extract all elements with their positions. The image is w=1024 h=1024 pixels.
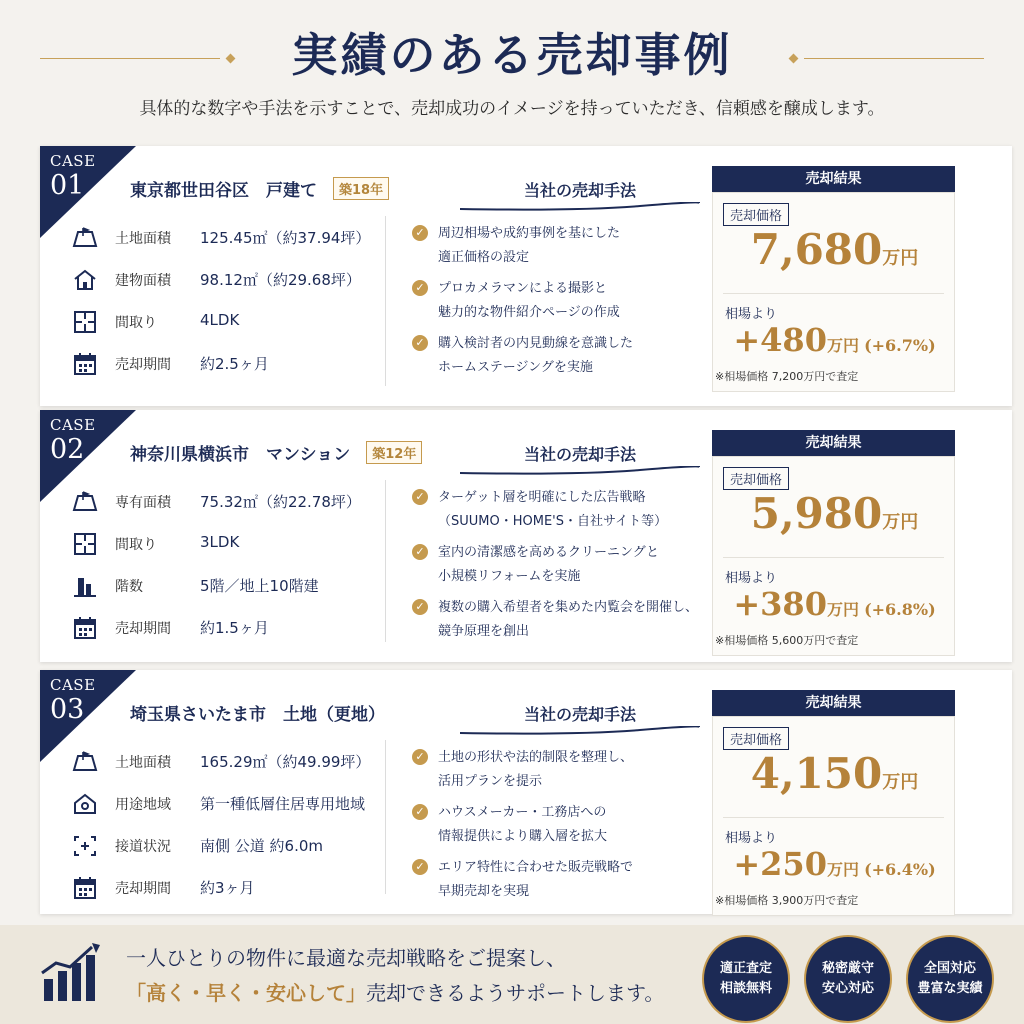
above-market-percent: (+6.8%) <box>864 600 936 619</box>
spec-value: 約2.5ヶ月 <box>200 355 269 373</box>
sale-price <box>713 489 956 538</box>
method-text: 小規模リフォームを実施 <box>438 569 581 584</box>
spec-label: 間取り <box>115 537 157 553</box>
house-icon <box>72 268 98 292</box>
method-text: ハウスメーカー・工務店への <box>438 805 607 820</box>
spec-list <box>72 742 382 910</box>
property-title-text: 神奈川県横浜市 マンション <box>130 445 351 465</box>
above-market-value: +480 <box>733 321 827 359</box>
spec-value: 165.29㎡（約49.99坪） <box>200 753 371 771</box>
method-text: ターゲット層を明確にした広告戦略 <box>438 490 646 505</box>
result-panel <box>712 430 955 656</box>
method-heading: 当社の売却手法 <box>523 181 636 200</box>
badge-confidentiality <box>804 935 892 1023</box>
footer-line-2-rest: 売却できるようサポートします。 <box>366 981 665 1005</box>
spec-row <box>72 302 382 344</box>
method-item <box>412 277 702 332</box>
spec-row <box>72 784 382 826</box>
property-title <box>130 176 389 201</box>
method-item <box>412 856 702 911</box>
spec-row <box>72 742 382 784</box>
badge-line: 安心対応 <box>821 981 874 996</box>
land-area-icon <box>72 226 98 250</box>
price-label: 売却価格 <box>723 727 789 750</box>
spec-value: 約1.5ヶ月 <box>200 619 269 637</box>
footer-line-1: 一人ひとりの物件に最適な売却戦略をご提案し、 <box>126 946 566 970</box>
spec-label: 間取り <box>115 315 157 331</box>
spec-value: 3LDK <box>200 533 240 551</box>
method-text: 早期売却を実現 <box>438 884 530 899</box>
spec-label: 接道状況 <box>115 839 171 855</box>
method-text: 土地の形状や法的制限を整理し、 <box>438 750 634 765</box>
check-icon: ✓ <box>412 544 428 560</box>
result-header: 売却結果 <box>712 430 955 456</box>
spec-row <box>72 524 382 566</box>
result-header: 売却結果 <box>712 166 955 192</box>
property-title-text: 埼玉県さいたま市 土地（更地） <box>130 705 385 725</box>
badge-nationwide <box>906 935 994 1023</box>
above-market <box>713 585 956 623</box>
check-icon: ✓ <box>412 599 428 615</box>
result-panel <box>712 690 955 916</box>
case-number: 02 <box>50 434 85 465</box>
check-icon: ✓ <box>412 859 428 875</box>
case-label: CASE <box>50 416 96 434</box>
method-text: 周辺相場や成約事例を基にした <box>438 226 621 241</box>
badge-line: 秘密厳守 <box>821 961 874 976</box>
badge-line: 全国対応 <box>923 961 976 976</box>
method-text: 適正価格の設定 <box>438 250 530 265</box>
method-text: 魅力的な物件紹介ページの作成 <box>438 305 620 320</box>
method-list <box>412 746 702 911</box>
zoning-icon <box>72 792 98 816</box>
title-ornament-right <box>784 54 984 64</box>
method-text: 競争原理を創出 <box>438 624 530 639</box>
result-box <box>712 456 955 656</box>
spec-label: 建物面積 <box>115 273 171 289</box>
age-badge: 築18年 <box>333 177 389 200</box>
sale-price-unit: 万円 <box>882 512 919 533</box>
method-heading-underline <box>460 466 700 476</box>
result-divider <box>723 293 944 294</box>
price-label: 売却価格 <box>723 467 789 490</box>
spec-label: 土地面積 <box>115 755 171 771</box>
calendar-icon <box>72 616 98 640</box>
method-list <box>412 486 702 651</box>
spec-value: 南側 公道 約6.0m <box>200 837 324 855</box>
method-item <box>412 486 702 541</box>
spec-value: 75.32㎡（約22.78坪） <box>200 493 361 511</box>
spec-row <box>72 566 382 608</box>
age-badge: 築12年 <box>366 441 422 464</box>
method-heading: 当社の売却手法 <box>523 445 636 464</box>
result-header: 売却結果 <box>712 690 955 716</box>
page-subtitle: 具体的な数字や手法を示すことで、売却成功のイメージを持っていただき、信頼感を醸成します。 <box>139 99 885 119</box>
spec-list <box>72 482 382 650</box>
method-list <box>412 222 702 387</box>
method-item <box>412 222 702 277</box>
above-market-value: +250 <box>733 845 827 883</box>
property-title <box>130 700 385 725</box>
sale-price-unit: 万円 <box>882 248 919 269</box>
page-title: 実績のある売却事例 <box>291 28 733 82</box>
case-card <box>40 146 1012 406</box>
spec-label: 売却期間 <box>115 621 171 637</box>
check-icon: ✓ <box>412 489 428 505</box>
spec-row <box>72 218 382 260</box>
method-item <box>412 746 702 801</box>
case-number: 01 <box>50 170 85 201</box>
sale-price <box>713 749 956 798</box>
case-card <box>40 670 1012 914</box>
floorplan-icon <box>72 532 98 556</box>
spec-value: 125.45㎡（約37.94坪） <box>200 229 371 247</box>
result-box <box>712 716 955 916</box>
floorplan-icon <box>72 310 98 334</box>
market-price-note: ※相場価格 5,600万円で査定 <box>715 634 859 647</box>
land-area-icon <box>72 750 98 774</box>
spec-label: 用途地域 <box>115 797 171 813</box>
method-text: 室内の清潔感を高めるクリーニングと <box>438 545 660 560</box>
column-divider <box>385 740 386 894</box>
spec-value: 4LDK <box>200 311 240 329</box>
calendar-icon <box>72 352 98 376</box>
method-item <box>412 541 702 596</box>
spec-label: 売却期間 <box>115 357 171 373</box>
above-market <box>713 321 956 359</box>
footer-line-2 <box>126 977 664 1006</box>
badge-free-appraisal <box>702 935 790 1023</box>
case-label: CASE <box>50 152 96 170</box>
spec-row <box>72 260 382 302</box>
market-price-note: ※相場価格 3,900万円で査定 <box>715 894 859 907</box>
method-heading-underline <box>460 202 700 212</box>
feature-badges <box>700 935 1000 1015</box>
price-label: 売却価格 <box>723 203 789 226</box>
method-text: 活用プランを提示 <box>438 774 543 789</box>
spec-list <box>72 218 382 386</box>
sale-price <box>713 225 956 274</box>
above-market-unit: 万円 <box>826 336 859 355</box>
method-text: プロカメラマンによる撮影と <box>438 281 608 296</box>
spec-row <box>72 344 382 386</box>
method-item <box>412 332 702 387</box>
method-text: 情報提供により購入層を拡大 <box>438 829 608 844</box>
building-icon <box>72 574 98 598</box>
spec-row <box>72 608 382 650</box>
case-number: 03 <box>50 694 85 725</box>
sale-price-value: 4,150 <box>750 749 883 798</box>
check-icon: ✓ <box>412 749 428 765</box>
spec-row <box>72 482 382 524</box>
method-item <box>412 596 702 651</box>
above-market-percent: (+6.7%) <box>864 336 936 355</box>
column-divider <box>385 216 386 386</box>
header <box>0 20 1024 90</box>
check-icon: ✓ <box>412 225 428 241</box>
title-ornament-left <box>40 54 240 64</box>
sale-price-value: 7,680 <box>750 225 883 274</box>
badge-line: 相談無料 <box>719 981 772 996</box>
growth-chart-icon <box>40 943 104 1003</box>
method-item <box>412 801 702 856</box>
above-market <box>713 845 956 883</box>
spec-value: 第一種低層住居専用地域 <box>200 795 366 813</box>
spec-label: 専有面積 <box>115 495 171 511</box>
check-icon: ✓ <box>412 804 428 820</box>
above-market-label: 相場より <box>725 307 778 322</box>
above-market-value: +380 <box>733 585 827 623</box>
check-icon: ✓ <box>412 335 428 351</box>
spec-label: 階数 <box>115 579 143 595</box>
spec-value: 5階／地上10階建 <box>200 577 319 595</box>
result-divider <box>723 557 944 558</box>
spec-value: 約3ヶ月 <box>200 879 255 897</box>
property-title <box>130 440 422 465</box>
method-heading: 当社の売却手法 <box>523 705 636 724</box>
method-heading-underline <box>460 726 700 736</box>
above-market-label: 相場より <box>725 571 778 586</box>
column-divider <box>385 480 386 642</box>
land-area-icon <box>72 490 98 514</box>
spec-label: 土地面積 <box>115 231 171 247</box>
above-market-unit: 万円 <box>826 600 859 619</box>
spec-value: 98.12㎡（約29.68坪） <box>200 271 361 289</box>
above-market-unit: 万円 <box>826 860 859 879</box>
result-panel <box>712 166 955 392</box>
above-market-label: 相場より <box>725 831 778 846</box>
method-text: ホームステージングを実施 <box>438 360 593 375</box>
method-text: エリア特性に合わせた販売戦略で <box>438 860 634 875</box>
check-icon: ✓ <box>412 280 428 296</box>
case-label: CASE <box>50 676 96 694</box>
sale-price-unit: 万円 <box>882 772 919 793</box>
road-access-icon <box>72 834 98 858</box>
footer-accent: 「高く・早く・安心して」 <box>126 981 366 1005</box>
method-text: （SUUMO・HOME'S・自社サイト等） <box>438 514 668 529</box>
case-card <box>40 410 1012 662</box>
spec-row <box>72 826 382 868</box>
property-title-text: 東京都世田谷区 戸建て <box>130 181 317 201</box>
method-text: 購入検討者の内見動線を意識した <box>438 336 634 351</box>
footer <box>0 925 1024 1024</box>
badge-line: 適正査定 <box>719 961 772 976</box>
badge-line: 豊富な実績 <box>917 981 983 996</box>
calendar-icon <box>72 876 98 900</box>
method-text: 複数の購入希望者を集めた内覧会を開催し、 <box>438 600 699 615</box>
result-box <box>712 192 955 392</box>
spec-row <box>72 868 382 910</box>
result-divider <box>723 817 944 818</box>
market-price-note: ※相場価格 7,200万円で査定 <box>715 370 859 383</box>
spec-label: 売却期間 <box>115 881 171 897</box>
above-market-percent: (+6.4%) <box>864 860 936 879</box>
sale-price-value: 5,980 <box>750 489 883 538</box>
